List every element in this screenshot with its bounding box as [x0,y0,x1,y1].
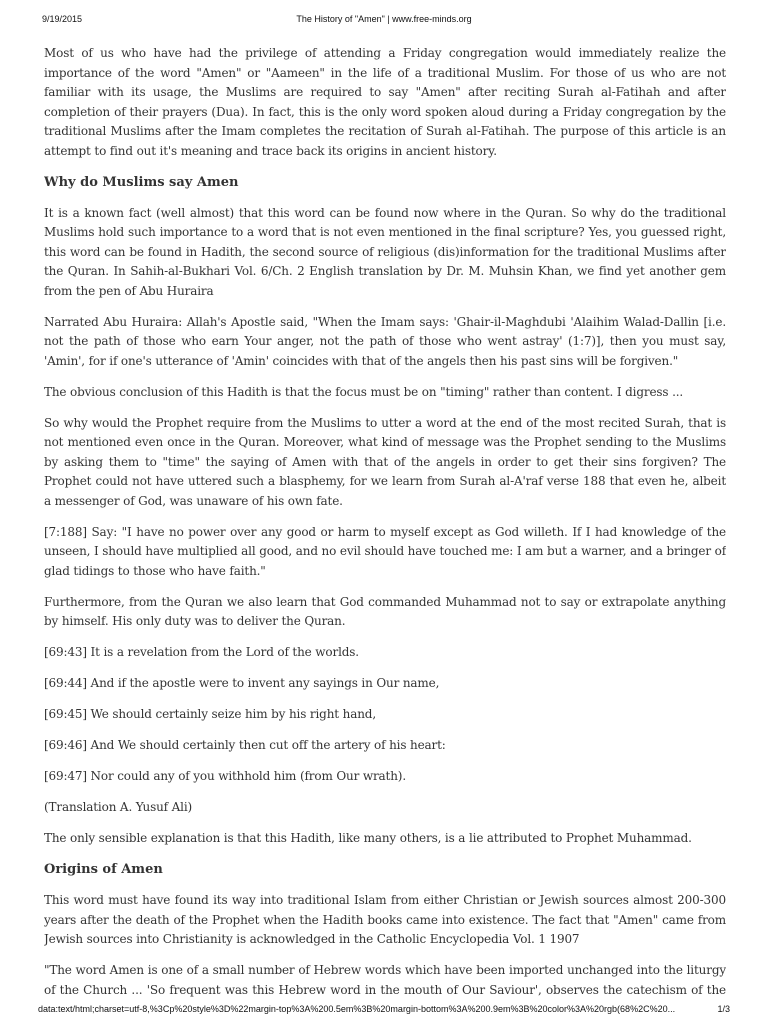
page-title: The History of "Amen" | www.free-minds.org [296,14,472,24]
verse-69-47: [69:47] Nor could any of you withhold him (from Our wrath). [44,769,407,783]
article-body [44,44,726,1000]
so-why-paragraph: So why would the Prophet require from the Muslims to utter a word at the end of the most recited Surah, that is not mentioned even once in the Quran. Moreover, what kind of message was the Prophet sending to the Muslims by asking them to "time" the saying of Amen with that of the angels in order to get their sins forgiven? The Prophet could not have uttered such a blasphemy, for we learn from Surah al-A'raf verse 188 that even he, albeit a messenger of God, was unaware of his own fate. [44,415,726,508]
page-number: 1/3 [717,1004,730,1014]
hadith-quote-paragraph: Narrated Abu Huraira: Allah's Apostle said, "When the Imam says: 'Ghair-il-Maghdubi 'Alaihim Walad-Dallin [i.e. not the path of those who earn Your anger, not the path of those who went astray' (1:7)], then you must say, 'Amin', for if one's utterance of 'Amin' coincides with that of the angels then his past sins will be forgiven." [44,314,726,368]
verse-7-188: [7:188] Say: "I have no power over any good or harm to myself except as God willeth. If I had knowledge of the unseen, I should have multiplied all good, and no evil should have touched me: I am but a warner, and a bringer of glad tidings to those who have faith." [44,524,726,578]
translation-credit: (Translation A. Yusuf Ali) [44,800,193,814]
section-heading-origins: Origins of Amen [44,862,163,877]
print-header [0,12,768,26]
furthermore-paragraph: Furthermore, from the Quran we also learn that God commanded Muhammad not to say or extrapolate anything by himself. His only duty was to deliver the Quran. [44,594,726,628]
print-date: 9/19/2015 [42,14,83,24]
verse-69-44: [69:44] And if the apostle were to invent any sayings in Our name, [44,676,440,690]
verse-69-46: [69:46] And We should certainly then cut off the artery of his heart: [44,738,446,752]
verse-69-43: [69:43] It is a revelation from the Lord of the worlds. [44,645,359,659]
only-explanation-paragraph: The only sensible explanation is that this Hadith, like many others, is a lie attributed to Prophet Muhammad. [44,831,692,845]
origins-paragraph: This word must have found its way into traditional Islam from either Christian or Jewish sources almost 200-300 years after the death of the Prophet when the Hadith books came into existence. The fact that "Amen" came from Jewish sources into Christianity is acknowledged in the Catholic Encyclopedia Vol. 1 1907 [44,893,726,946]
print-footer [0,1002,768,1016]
known-fact-paragraph: It is a known fact (well almost) that this word can be found now where in the Quran. So why do the traditional Muslims hold such importance to a word that is not even mentioned in the final scripture? Yes, you guessed right, this word can be found in Hadith, the second source of religious (dis)information for the traditional Muslims after the Quran. In Sahih-al-Bukhari Vol. 6/Ch. 2 English translation by Dr. M. Muhsin Khan, we find yet another gem from the pen of Abu Huraira [44,205,726,298]
section-heading-why: Why do Muslims say Amen [44,174,239,190]
encyclopedia-quote-paragraph: "The word Amen is one of a small number of Hebrew words which have been imported unchanged into the liturgy of the Church ... 'So frequent was this Hebrew word in the mouth of Our Saviour', observes the catechism of the [44,963,726,997]
obvious-conclusion-paragraph: The obvious conclusion of this Hadith is that the focus must be on "timing" rather than content. I digress ... [44,384,684,399]
source-url: data:text/html;charset=utf-8,%3Cp%20style%3D%22margin-top%3A%200.5em%3B%20margin-bottom%3A%200.9em%3B%20color%3A%20rgb(68%2C%20... [38,1004,676,1014]
intro-paragraph: Most of us who have had the privilege of attending a Friday congregation would immediately realize the importance of the word "Amen" or "Aameen" in the life of a traditional Muslim. For those of us who are not familiar with its usage, the Muslims are required to say "Amen" after reciting Surah al-Fatihah and after completion of their prayers (Dua). In fact, this is the only word spoken aloud during a Friday congregation by the traditional Muslims after the Imam completes the recitation of Surah al-Fatihah. The purpose of this article is an attempt to find out it's meaning and trace back its origins in ancient history. [44,46,726,158]
verse-69-45: [69:45] We should certainly seize him by his right hand, [44,707,376,721]
